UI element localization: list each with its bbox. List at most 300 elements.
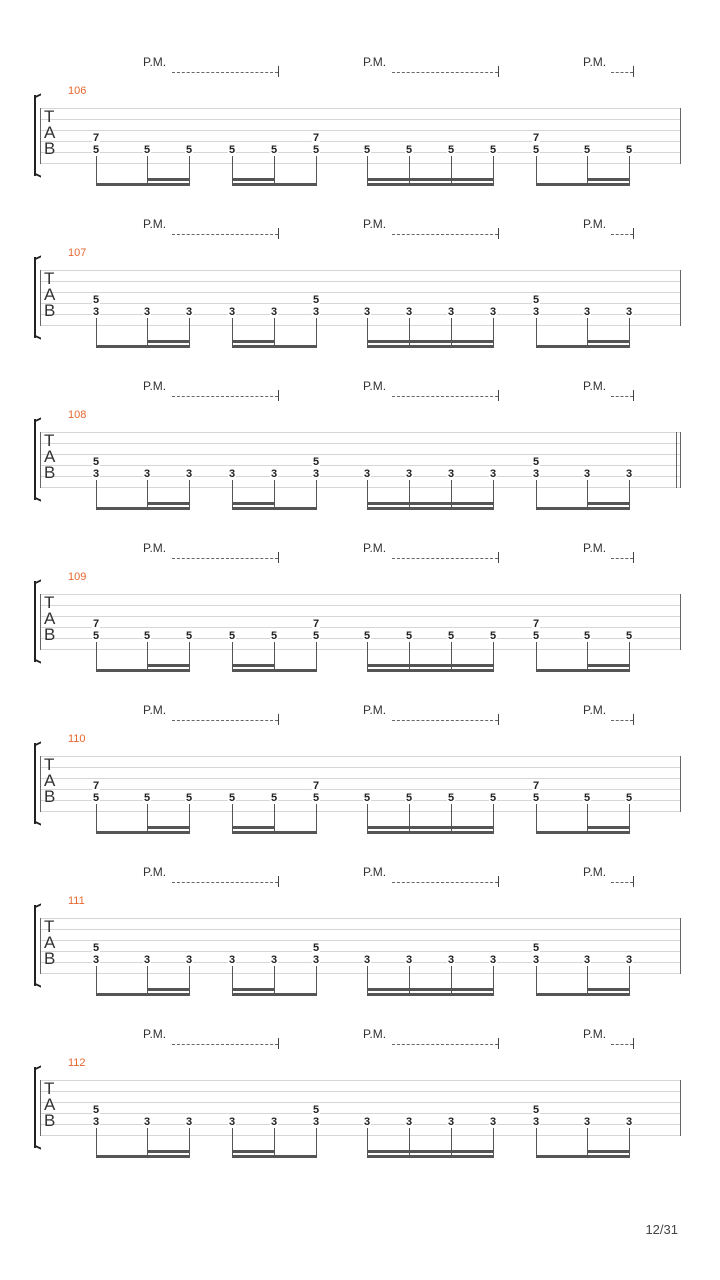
tab-system bbox=[0, 1027, 720, 1189]
fret-number: 3 bbox=[270, 468, 278, 480]
fret-number: 3 bbox=[143, 1116, 151, 1128]
beam bbox=[96, 669, 190, 672]
note-stem bbox=[232, 804, 233, 834]
palm-mute-label: P.M. bbox=[143, 379, 167, 393]
fret-number: 3 bbox=[312, 954, 320, 966]
staff-line bbox=[40, 270, 680, 271]
beam bbox=[232, 993, 317, 996]
note-stem bbox=[96, 156, 97, 186]
note-stem bbox=[189, 804, 190, 834]
fret-number: 5 bbox=[312, 294, 320, 306]
staff-line bbox=[40, 973, 680, 974]
beam bbox=[536, 507, 630, 510]
palm-mute-end bbox=[498, 1038, 499, 1049]
note-stem bbox=[189, 480, 190, 510]
note-stem bbox=[587, 480, 588, 510]
note-stem bbox=[451, 1128, 452, 1158]
tab-clef-letter: B bbox=[44, 625, 56, 644]
palm-mute-end bbox=[633, 390, 634, 401]
fret-number: 7 bbox=[92, 618, 100, 630]
fret-number: 3 bbox=[92, 468, 100, 480]
note-stem bbox=[232, 480, 233, 510]
fret-number: 3 bbox=[447, 1116, 455, 1128]
staff-line bbox=[40, 1091, 680, 1092]
note-stem bbox=[232, 642, 233, 672]
fret-number: 7 bbox=[92, 780, 100, 792]
note-stem bbox=[587, 1128, 588, 1158]
tab-clef bbox=[44, 919, 55, 967]
tab-system bbox=[0, 865, 720, 1027]
palm-mute-dashes bbox=[172, 882, 278, 883]
beam bbox=[96, 345, 190, 348]
note-stem bbox=[189, 318, 190, 348]
fret-number: 3 bbox=[228, 954, 236, 966]
barline-start bbox=[40, 918, 41, 974]
beam bbox=[96, 183, 190, 186]
bar-number: 109 bbox=[68, 571, 87, 583]
note-stem bbox=[189, 1128, 190, 1158]
beam-secondary bbox=[147, 340, 190, 343]
note-stem bbox=[629, 156, 630, 186]
bar-number: 110 bbox=[68, 733, 86, 745]
barline-end bbox=[680, 594, 681, 650]
palm-mute-end bbox=[498, 390, 499, 401]
palm-mute-label: P.M. bbox=[143, 1027, 167, 1041]
beam bbox=[367, 345, 494, 348]
note-stem bbox=[493, 480, 494, 510]
fret-number: 3 bbox=[489, 954, 497, 966]
staff-line bbox=[40, 163, 680, 164]
staff-line bbox=[40, 1135, 680, 1136]
barline-end bbox=[680, 108, 681, 164]
fret-number: 3 bbox=[583, 954, 591, 966]
note-stem bbox=[629, 642, 630, 672]
fret-number: 5 bbox=[92, 942, 100, 954]
note-stem bbox=[587, 318, 588, 348]
fret-number: 5 bbox=[185, 144, 193, 156]
beam bbox=[367, 1155, 494, 1158]
fret-number: 5 bbox=[92, 144, 100, 156]
note-stem bbox=[493, 156, 494, 186]
bar-number: 111 bbox=[68, 895, 85, 907]
palm-mute-end bbox=[278, 552, 279, 563]
tab-clef-letter: T bbox=[44, 431, 55, 450]
palm-mute-label: P.M. bbox=[583, 55, 607, 69]
staff-line bbox=[40, 281, 680, 282]
note-stem bbox=[451, 804, 452, 834]
beam-secondary bbox=[367, 988, 494, 991]
fret-number: 3 bbox=[92, 1116, 100, 1128]
bar-number: 107 bbox=[68, 247, 87, 259]
fret-number: 5 bbox=[532, 144, 540, 156]
fret-number: 3 bbox=[270, 954, 278, 966]
note-stem bbox=[367, 642, 368, 672]
beam bbox=[96, 507, 190, 510]
beam bbox=[367, 507, 494, 510]
note-stem bbox=[96, 318, 97, 348]
palm-mute-dashes bbox=[392, 396, 498, 397]
barline-start bbox=[40, 594, 41, 650]
beam-secondary bbox=[232, 664, 275, 667]
palm-mute-label: P.M. bbox=[363, 379, 387, 393]
staff-line bbox=[40, 594, 680, 595]
beam-secondary bbox=[147, 664, 190, 667]
fret-number: 5 bbox=[583, 630, 591, 642]
beam bbox=[232, 507, 317, 510]
palm-mute-label: P.M. bbox=[583, 541, 607, 555]
note-stem bbox=[274, 642, 275, 672]
tab-clef-letter: T bbox=[44, 593, 55, 612]
staff-line bbox=[40, 108, 680, 109]
fret-number: 3 bbox=[363, 954, 371, 966]
note-stem bbox=[232, 156, 233, 186]
note-stem bbox=[587, 804, 588, 834]
fret-number: 3 bbox=[447, 306, 455, 318]
fret-number: 3 bbox=[625, 468, 633, 480]
fret-number: 5 bbox=[92, 1104, 100, 1116]
fret-number: 5 bbox=[312, 144, 320, 156]
note-stem bbox=[367, 318, 368, 348]
fret-number: 5 bbox=[405, 144, 413, 156]
note-stem bbox=[147, 642, 148, 672]
note-stem bbox=[451, 642, 452, 672]
barline-start bbox=[40, 756, 41, 812]
note-stem bbox=[536, 1128, 537, 1158]
tab-clef bbox=[44, 1081, 55, 1129]
note-stem bbox=[367, 480, 368, 510]
barline-end bbox=[680, 756, 681, 812]
tab-clef bbox=[44, 757, 55, 805]
barline-end bbox=[680, 270, 681, 326]
note-stem bbox=[147, 966, 148, 996]
note-stem bbox=[316, 480, 317, 510]
tab-clef bbox=[44, 109, 55, 157]
fret-number: 5 bbox=[363, 630, 371, 642]
fret-number: 5 bbox=[143, 630, 151, 642]
note-stem bbox=[409, 156, 410, 186]
note-stem bbox=[367, 966, 368, 996]
staff-line bbox=[40, 918, 680, 919]
fret-number: 5 bbox=[405, 630, 413, 642]
beam bbox=[232, 345, 317, 348]
tab-clef-letter: A bbox=[44, 285, 56, 304]
note-stem bbox=[189, 156, 190, 186]
note-stem bbox=[587, 156, 588, 186]
note-stem bbox=[409, 318, 410, 348]
fret-number: 3 bbox=[312, 1116, 320, 1128]
note-stem bbox=[587, 966, 588, 996]
beam-secondary bbox=[587, 1150, 630, 1153]
beam bbox=[367, 669, 494, 672]
palm-mute-dashes bbox=[611, 882, 633, 883]
note-stem bbox=[367, 156, 368, 186]
palm-mute-end bbox=[633, 714, 634, 725]
tab-clef-letter: B bbox=[44, 1111, 56, 1130]
tab-clef-letter: B bbox=[44, 139, 56, 158]
fret-number: 5 bbox=[143, 144, 151, 156]
fret-number: 5 bbox=[489, 792, 497, 804]
fret-number: 5 bbox=[228, 792, 236, 804]
palm-mute-label: P.M. bbox=[583, 1027, 607, 1041]
fret-number: 5 bbox=[625, 630, 633, 642]
beam-secondary bbox=[587, 826, 630, 829]
beam bbox=[232, 669, 317, 672]
palm-mute-end bbox=[498, 876, 499, 887]
fret-number: 3 bbox=[185, 306, 193, 318]
fret-number: 3 bbox=[447, 468, 455, 480]
fret-number: 3 bbox=[312, 306, 320, 318]
palm-mute-label: P.M. bbox=[363, 217, 387, 231]
note-stem bbox=[316, 1128, 317, 1158]
palm-mute-label: P.M. bbox=[143, 541, 167, 555]
fret-number: 3 bbox=[363, 468, 371, 480]
palm-mute-label: P.M. bbox=[143, 865, 167, 879]
beam bbox=[96, 831, 190, 834]
staff-line bbox=[40, 465, 680, 466]
tab-clef-letter: T bbox=[44, 107, 55, 126]
palm-mute-label: P.M. bbox=[363, 55, 387, 69]
note-stem bbox=[274, 1128, 275, 1158]
beam-secondary bbox=[587, 178, 630, 181]
beam-secondary bbox=[232, 988, 275, 991]
note-stem bbox=[274, 966, 275, 996]
tab-clef bbox=[44, 433, 55, 481]
fret-number: 5 bbox=[447, 630, 455, 642]
beam-secondary bbox=[147, 178, 190, 181]
tab-clef-letter: A bbox=[44, 123, 56, 142]
palm-mute-end bbox=[278, 714, 279, 725]
fret-number: 7 bbox=[532, 132, 540, 144]
note-stem bbox=[451, 318, 452, 348]
beam-secondary bbox=[147, 502, 190, 505]
note-stem bbox=[629, 318, 630, 348]
fret-number: 5 bbox=[312, 1104, 320, 1116]
fret-number: 3 bbox=[228, 1116, 236, 1128]
note-stem bbox=[451, 966, 452, 996]
fret-number: 3 bbox=[489, 306, 497, 318]
staff-line bbox=[40, 616, 680, 617]
palm-mute-dashes bbox=[392, 720, 498, 721]
tab-clef-letter: B bbox=[44, 463, 56, 482]
staff-line bbox=[40, 443, 680, 444]
barline-start bbox=[40, 108, 41, 164]
staff-line bbox=[40, 454, 680, 455]
fret-number: 3 bbox=[228, 306, 236, 318]
beam bbox=[96, 1155, 190, 1158]
fret-number: 3 bbox=[625, 306, 633, 318]
palm-mute-dashes bbox=[392, 72, 498, 73]
note-stem bbox=[409, 642, 410, 672]
staff-line bbox=[40, 940, 680, 941]
beam-secondary bbox=[587, 988, 630, 991]
note-stem bbox=[629, 804, 630, 834]
note-stem bbox=[96, 642, 97, 672]
tab-clef-letter: B bbox=[44, 301, 56, 320]
note-stem bbox=[409, 480, 410, 510]
fret-number: 7 bbox=[92, 132, 100, 144]
palm-mute-label: P.M. bbox=[583, 703, 607, 717]
note-stem bbox=[409, 1128, 410, 1158]
fret-number: 5 bbox=[228, 144, 236, 156]
beam-secondary bbox=[367, 826, 494, 829]
fret-number: 5 bbox=[312, 792, 320, 804]
barline-end bbox=[680, 432, 681, 488]
fret-number: 5 bbox=[92, 792, 100, 804]
tab-clef bbox=[44, 271, 55, 319]
note-stem bbox=[96, 966, 97, 996]
palm-mute-dashes bbox=[172, 558, 278, 559]
staff-line bbox=[40, 767, 680, 768]
fret-number: 3 bbox=[185, 468, 193, 480]
beam-secondary bbox=[232, 1150, 275, 1153]
note-stem bbox=[536, 156, 537, 186]
palm-mute-dashes bbox=[611, 1044, 633, 1045]
beam bbox=[367, 993, 494, 996]
palm-mute-dashes bbox=[172, 720, 278, 721]
fret-number: 5 bbox=[312, 456, 320, 468]
note-stem bbox=[536, 642, 537, 672]
palm-mute-end bbox=[278, 390, 279, 401]
palm-mute-label: P.M. bbox=[583, 865, 607, 879]
fret-number: 3 bbox=[489, 1116, 497, 1128]
fret-number: 3 bbox=[489, 468, 497, 480]
beam-secondary bbox=[147, 988, 190, 991]
beam bbox=[367, 183, 494, 186]
barline-end bbox=[680, 918, 681, 974]
note-stem bbox=[316, 642, 317, 672]
palm-mute-label: P.M. bbox=[363, 1027, 387, 1041]
fret-number: 3 bbox=[185, 954, 193, 966]
fret-number: 5 bbox=[489, 630, 497, 642]
note-stem bbox=[587, 642, 588, 672]
tab-clef-letter: A bbox=[44, 771, 56, 790]
staff-line bbox=[40, 1102, 680, 1103]
staff-line bbox=[40, 292, 680, 293]
note-stem bbox=[629, 480, 630, 510]
fret-number: 5 bbox=[270, 792, 278, 804]
beam-secondary bbox=[367, 178, 494, 181]
palm-mute-dashes bbox=[172, 72, 278, 73]
fret-number: 7 bbox=[312, 618, 320, 630]
note-stem bbox=[493, 642, 494, 672]
note-stem bbox=[189, 966, 190, 996]
fret-number: 3 bbox=[92, 306, 100, 318]
palm-mute-end bbox=[633, 1038, 634, 1049]
beam-secondary bbox=[232, 178, 275, 181]
tab-clef-letter: A bbox=[44, 1095, 56, 1114]
fret-number: 5 bbox=[532, 294, 540, 306]
barline-start bbox=[40, 270, 41, 326]
tab-clef-letter: T bbox=[44, 1079, 55, 1098]
note-stem bbox=[96, 804, 97, 834]
note-stem bbox=[232, 966, 233, 996]
beam bbox=[536, 993, 630, 996]
barline-start bbox=[40, 432, 41, 488]
note-stem bbox=[493, 1128, 494, 1158]
fret-number: 3 bbox=[532, 1116, 540, 1128]
tab-system bbox=[0, 55, 720, 217]
fret-number: 5 bbox=[583, 792, 591, 804]
fret-number: 3 bbox=[532, 954, 540, 966]
palm-mute-end bbox=[278, 66, 279, 77]
palm-mute-label: P.M. bbox=[143, 55, 167, 69]
note-stem bbox=[274, 156, 275, 186]
fret-number: 3 bbox=[270, 1116, 278, 1128]
fret-number: 5 bbox=[92, 294, 100, 306]
palm-mute-end bbox=[633, 552, 634, 563]
palm-mute-end bbox=[633, 228, 634, 239]
staff-line bbox=[40, 649, 680, 650]
fret-number: 5 bbox=[312, 942, 320, 954]
palm-mute-dashes bbox=[392, 234, 498, 235]
staff-line bbox=[40, 1113, 680, 1114]
fret-number: 3 bbox=[405, 306, 413, 318]
fret-number: 5 bbox=[363, 792, 371, 804]
palm-mute-dashes bbox=[611, 720, 633, 721]
fret-number: 3 bbox=[405, 468, 413, 480]
fret-number: 7 bbox=[532, 780, 540, 792]
fret-number: 7 bbox=[312, 132, 320, 144]
fret-number: 7 bbox=[312, 780, 320, 792]
note-stem bbox=[316, 156, 317, 186]
beam bbox=[232, 183, 317, 186]
note-stem bbox=[316, 804, 317, 834]
tab-clef-letter: A bbox=[44, 447, 56, 466]
note-stem bbox=[451, 480, 452, 510]
tab-system bbox=[0, 217, 720, 379]
beam-secondary bbox=[367, 340, 494, 343]
fret-number: 3 bbox=[405, 954, 413, 966]
fret-number: 5 bbox=[92, 630, 100, 642]
note-stem bbox=[189, 642, 190, 672]
beam bbox=[536, 183, 630, 186]
fret-number: 5 bbox=[447, 144, 455, 156]
fret-number: 3 bbox=[583, 306, 591, 318]
staff-line bbox=[40, 951, 680, 952]
palm-mute-dashes bbox=[611, 234, 633, 235]
tab-system bbox=[0, 541, 720, 703]
note-stem bbox=[536, 804, 537, 834]
note-stem bbox=[96, 1128, 97, 1158]
fret-number: 5 bbox=[625, 144, 633, 156]
tab-system bbox=[0, 379, 720, 541]
palm-mute-dashes bbox=[172, 1044, 278, 1045]
tab-clef-letter: B bbox=[44, 949, 56, 968]
beam bbox=[536, 1155, 630, 1158]
fret-number: 5 bbox=[447, 792, 455, 804]
fret-number: 3 bbox=[363, 306, 371, 318]
fret-number: 5 bbox=[143, 792, 151, 804]
palm-mute-label: P.M. bbox=[363, 703, 387, 717]
note-stem bbox=[147, 318, 148, 348]
beam bbox=[536, 831, 630, 834]
note-stem bbox=[96, 480, 97, 510]
note-stem bbox=[536, 480, 537, 510]
fret-number: 5 bbox=[532, 1104, 540, 1116]
bar-number: 108 bbox=[68, 409, 87, 421]
tab-clef-letter: A bbox=[44, 609, 56, 628]
palm-mute-end bbox=[498, 714, 499, 725]
fret-number: 3 bbox=[583, 1116, 591, 1128]
tab-clef-letter: T bbox=[44, 269, 55, 288]
tab-clef-letter: T bbox=[44, 755, 55, 774]
tab-clef bbox=[44, 595, 55, 643]
note-stem bbox=[629, 966, 630, 996]
note-stem bbox=[232, 1128, 233, 1158]
palm-mute-label: P.M. bbox=[143, 217, 167, 231]
staff-line bbox=[40, 487, 680, 488]
fret-number: 5 bbox=[532, 792, 540, 804]
